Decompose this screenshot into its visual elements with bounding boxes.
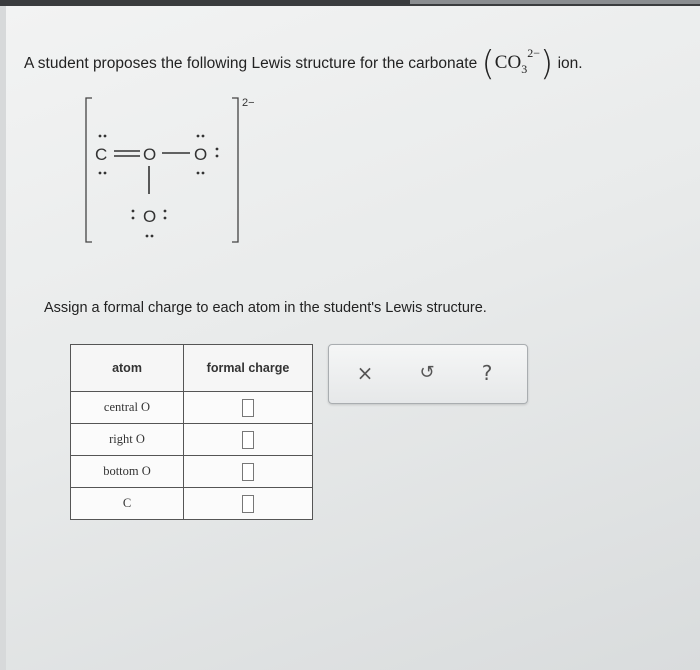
atom-cell: right O	[71, 424, 184, 456]
charge-cell	[184, 456, 313, 488]
ion-formula: $CO_3^{2-}$	[494, 45, 540, 76]
table-row	[71, 392, 313, 424]
atom-cell: central O	[71, 392, 184, 424]
charge-cell	[184, 488, 313, 520]
charge-input-c[interactable]	[242, 495, 254, 513]
atom-o-right: O	[194, 145, 208, 164]
atom-o-central: O	[143, 145, 157, 164]
ion-subscript: 3	[521, 61, 528, 76]
atom-c: C	[95, 145, 108, 164]
assign-instruction: Assign a formal charge to each atom in the student's Lewis structure.	[44, 300, 487, 316]
formal-charge-table	[70, 344, 313, 520]
charge-input-bottom-o[interactable]	[242, 463, 254, 481]
right-bracket	[232, 98, 238, 242]
undo-icon[interactable]: ↺	[419, 362, 435, 383]
atom-cell: bottom O	[71, 456, 184, 488]
charge-cell	[184, 424, 313, 456]
top-edge-light	[410, 0, 700, 4]
left-bracket	[86, 98, 92, 242]
table-row	[71, 456, 313, 488]
ion-charge: 2−	[242, 97, 255, 109]
atom-cell: C	[71, 488, 184, 520]
question-suffix: ion.	[557, 55, 583, 72]
header-formal-charge: formal charge	[184, 345, 313, 392]
answer-toolbar	[328, 344, 528, 404]
ion-superscript: 2−	[527, 45, 540, 60]
charge-cell	[184, 392, 313, 424]
table-row	[71, 424, 313, 456]
header-atom: atom	[71, 345, 184, 392]
clear-icon[interactable]: ×	[356, 361, 374, 385]
atom-o-bottom: O	[143, 207, 157, 226]
lewis-structure	[80, 90, 280, 250]
close-paren: )	[539, 44, 554, 84]
charge-input-right-o[interactable]	[242, 431, 254, 449]
question-text	[24, 44, 684, 84]
table-row	[71, 488, 313, 520]
open-paren: (	[481, 44, 495, 84]
charge-input-central-o[interactable]	[242, 399, 254, 417]
help-icon[interactable]: ?	[481, 361, 493, 385]
question-prompt: A student proposes the following Lewis structure for the carbonate	[24, 55, 478, 72]
